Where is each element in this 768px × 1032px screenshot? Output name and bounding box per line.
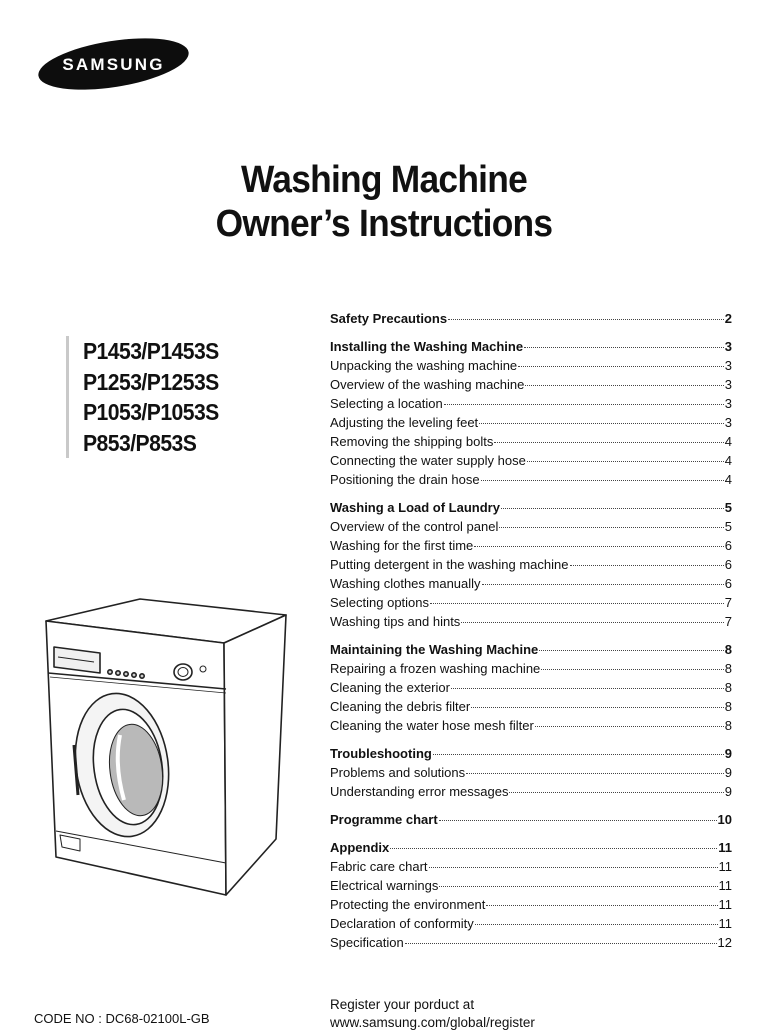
toc-title: Overview of the control panel: [330, 519, 499, 534]
dot-leader: [539, 649, 724, 651]
toc-page-number: 8: [724, 642, 732, 657]
dot-leader: [570, 564, 724, 566]
toc-section: [330, 640, 732, 735]
table-of-contents: [330, 309, 732, 961]
toc-entry[interactable]: [330, 451, 732, 470]
toc-page-number: 12: [717, 935, 732, 950]
dot-leader: [509, 791, 723, 793]
toc-title: Safety Precautions: [330, 311, 448, 326]
toc-entry[interactable]: [330, 716, 732, 735]
toc-title: Removing the shipping bolts: [330, 434, 494, 449]
dot-leader: [466, 772, 724, 774]
toc-entry[interactable]: [330, 697, 732, 716]
toc-title: Electrical warnings: [330, 878, 439, 893]
toc-page-number: 8: [724, 661, 732, 676]
toc-title: Declaration of conformity: [330, 916, 474, 931]
toc-page-number: 11: [718, 916, 732, 931]
toc-title: Fabric care chart: [330, 859, 428, 874]
dot-leader: [535, 725, 724, 727]
title-line-1: Washing Machine: [240, 159, 527, 201]
dot-leader: [439, 885, 717, 887]
title-line-2: Owner’s Instructions: [215, 203, 553, 245]
toc-entry[interactable]: [330, 857, 732, 876]
toc-title: Specification: [330, 935, 404, 950]
toc-section-heading[interactable]: [330, 640, 732, 659]
toc-entry[interactable]: [330, 895, 732, 914]
toc-title: Adjusting the leveling feet: [330, 415, 479, 430]
toc-page-number: 4: [724, 472, 732, 487]
document-code: CODE NO : DC68-02100L-GB: [34, 1011, 210, 1026]
dot-leader: [541, 668, 723, 670]
dot-leader: [475, 923, 718, 925]
toc-title: Overview of the washing machine: [330, 377, 525, 392]
toc-section-heading[interactable]: [330, 498, 732, 517]
toc-page-number: 8: [724, 699, 732, 714]
toc-page-number: 11: [718, 878, 732, 893]
toc-section-heading[interactable]: [330, 744, 732, 763]
model-list: [66, 336, 231, 458]
dot-leader: [433, 753, 724, 755]
toc-section-heading[interactable]: [330, 309, 732, 328]
toc-entry[interactable]: [330, 678, 732, 697]
dot-leader: [482, 583, 724, 585]
toc-entry[interactable]: [330, 356, 732, 375]
dot-leader: [405, 942, 717, 944]
dot-leader: [525, 384, 723, 386]
dot-leader: [501, 507, 724, 509]
toc-page-number: 7: [724, 595, 732, 610]
toc-page-number: 11: [718, 897, 732, 912]
dot-leader: [494, 441, 723, 443]
toc-title: Maintaining the Washing Machine: [330, 642, 539, 657]
toc-section: [330, 309, 732, 328]
toc-page-number: 3: [724, 396, 732, 411]
dot-leader: [430, 602, 724, 604]
samsung-logo: [36, 38, 191, 90]
toc-entry[interactable]: [330, 574, 732, 593]
toc-entry[interactable]: [330, 593, 732, 612]
document-title: [27, 158, 741, 246]
toc-section-heading[interactable]: [330, 838, 732, 857]
toc-page-number: 3: [724, 377, 732, 392]
toc-section: [330, 498, 732, 631]
toc-title: Installing the Washing Machine: [330, 339, 524, 354]
dot-leader: [451, 687, 724, 689]
toc-page-number: 8: [724, 680, 732, 695]
dot-leader: [429, 866, 718, 868]
toc-title: Washing tips and hints: [330, 614, 461, 629]
toc-title: Connecting the water supply hose: [330, 453, 526, 468]
toc-title: Problems and solutions: [330, 765, 466, 780]
toc-entry[interactable]: [330, 432, 732, 451]
toc-page-number: 9: [724, 746, 732, 761]
toc-page-number: 5: [724, 519, 732, 534]
dot-leader: [499, 526, 723, 528]
dot-leader: [448, 318, 724, 320]
dot-leader: [439, 819, 717, 821]
toc-entry[interactable]: [330, 876, 732, 895]
toc-page-number: 8: [724, 718, 732, 733]
dot-leader: [481, 479, 724, 481]
toc-title: Washing a Load of Laundry: [330, 500, 500, 515]
toc-entry[interactable]: [330, 555, 732, 574]
toc-section-heading[interactable]: [330, 337, 732, 356]
model-number: P1453/P1453S: [83, 338, 219, 364]
dot-leader: [444, 403, 724, 405]
toc-page-number: 11: [718, 859, 732, 874]
toc-title: Appendix: [330, 840, 390, 855]
toc-page-number: 4: [724, 453, 732, 468]
registration-note: [330, 996, 535, 1032]
toc-page-number: 11: [718, 840, 732, 855]
toc-page-number: 7: [724, 614, 732, 629]
toc-page-number: 9: [724, 765, 732, 780]
toc-entry[interactable]: [330, 659, 732, 678]
toc-entry[interactable]: [330, 612, 732, 631]
toc-page-number: 3: [724, 339, 732, 354]
model-number: P853/P853S: [83, 429, 197, 456]
dot-leader: [524, 346, 724, 348]
toc-page-number: 6: [724, 576, 732, 591]
dot-leader: [486, 904, 717, 906]
washing-machine-illustration: [40, 595, 292, 897]
toc-title: Washing for the first time: [330, 538, 474, 553]
dot-leader: [461, 621, 723, 623]
toc-title: Cleaning the debris filter: [330, 699, 471, 714]
toc-entry[interactable]: [330, 536, 732, 555]
toc-title: Understanding error messages: [330, 784, 509, 799]
model-number: P1253/P1253S: [83, 368, 219, 395]
toc-title: Washing clothes manually: [330, 576, 481, 591]
model-number: P1053/P1053S: [83, 399, 219, 425]
toc-entry[interactable]: [330, 394, 732, 413]
toc-page-number: 10: [717, 812, 732, 827]
toc-page-number: 4: [724, 434, 732, 449]
toc-title: Putting detergent in the washing machine: [330, 557, 569, 572]
toc-entry[interactable]: [330, 470, 732, 489]
toc-title: Protecting the environment: [330, 897, 486, 912]
dot-leader: [479, 422, 724, 424]
toc-title: Repairing a frozen washing machine: [330, 661, 541, 676]
toc-page-number: 6: [724, 538, 732, 553]
toc-entry[interactable]: [330, 782, 732, 801]
toc-title: Positioning the drain hose: [330, 472, 480, 487]
toc-page-number: 3: [724, 358, 732, 373]
toc-page-number: 6: [724, 557, 732, 572]
toc-title: Programme chart: [330, 812, 438, 827]
register-text: Register your porduct at: [330, 997, 475, 1012]
dot-leader: [471, 706, 724, 708]
dot-leader: [518, 365, 724, 367]
toc-section: [330, 810, 732, 829]
dot-leader: [390, 847, 717, 849]
toc-entry[interactable]: [330, 763, 732, 782]
toc-entry[interactable]: [330, 375, 732, 394]
toc-entry[interactable]: [330, 914, 732, 933]
toc-page-number: 5: [724, 500, 732, 515]
toc-title: Troubleshooting: [330, 746, 432, 761]
toc-title: Unpacking the washing machine: [330, 358, 518, 373]
toc-page-number: 3: [724, 415, 732, 430]
toc-page-number: 2: [724, 311, 732, 326]
register-link[interactable]: www.samsung.com/global/register: [330, 1015, 535, 1030]
toc-title: Selecting options: [330, 595, 430, 610]
toc-page-number: 9: [724, 784, 732, 799]
toc-entry[interactable]: [330, 413, 732, 432]
toc-entry[interactable]: [330, 517, 732, 536]
svg-text:SAMSUNG: SAMSUNG: [62, 55, 165, 74]
toc-title: Selecting a location: [330, 396, 443, 411]
toc-title: Cleaning the water hose mesh filter: [330, 718, 534, 733]
toc-section: [330, 337, 732, 489]
dot-leader: [527, 460, 724, 462]
toc-entry[interactable]: [330, 933, 732, 952]
dot-leader: [474, 545, 723, 547]
toc-title: Cleaning the exterior: [330, 680, 450, 695]
toc-section: [330, 744, 732, 801]
toc-section: [330, 838, 732, 952]
toc-section-heading[interactable]: [330, 810, 732, 829]
